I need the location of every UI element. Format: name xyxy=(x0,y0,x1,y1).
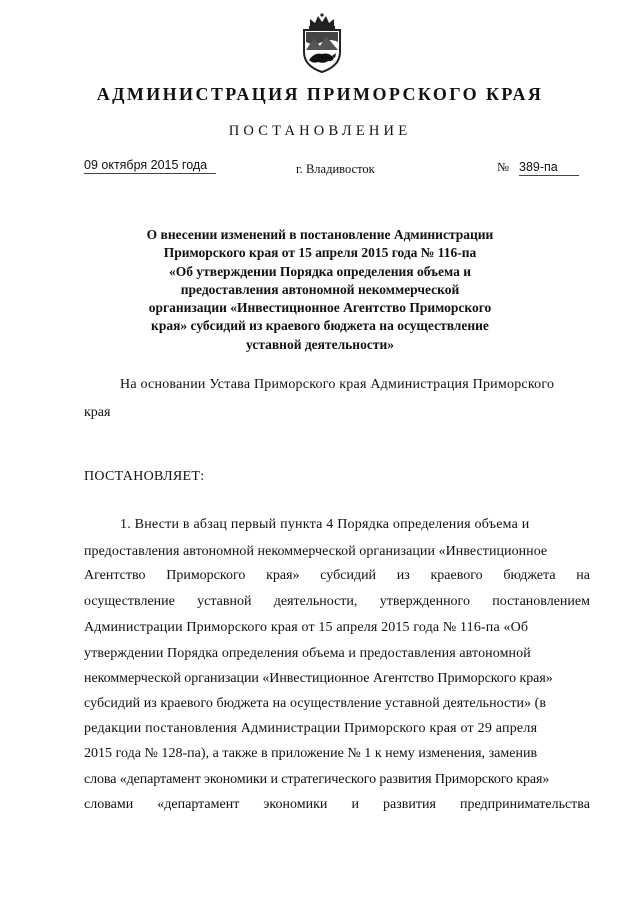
item1-line-11: слова «департамент экономики и стратегического развития Приморского края» xyxy=(84,772,550,787)
document-date: 09 октября 2015 года xyxy=(84,158,216,174)
word: предпринимательства xyxy=(460,797,590,812)
subject-line: Приморского края от 15 апреля 2015 года № 116-па xyxy=(163,245,477,261)
item1-line-9: редакции постановления Администрации Приморского края от 29 апреля xyxy=(84,721,538,736)
word: субсидий xyxy=(320,568,377,583)
word: развития xyxy=(383,797,436,812)
resolves-heading: ПОСТАНОВЛЯЕТ: xyxy=(84,469,205,484)
basis-line-2: края xyxy=(84,405,111,420)
word: края» xyxy=(266,568,300,583)
word: осуществление xyxy=(84,594,175,609)
item1-line-1: 1. Внести в абзац первый пункта 4 Порядка определения объема и xyxy=(120,517,530,532)
basis-text: На основании Устава Приморского края Администрация Приморского xyxy=(120,377,555,392)
document-number-block xyxy=(497,160,583,176)
item1-line-10: 2015 года № 128-па), а также в приложение № 1 к нему изменения, заменив xyxy=(84,746,538,761)
word: постановлением xyxy=(492,594,590,609)
word: Агентство xyxy=(84,568,146,583)
item1-line-8: субсидий из краевого бюджета на осуществление уставной деятельности» (в xyxy=(84,696,547,711)
subject-line: О внесении изменений в постановление Администрации xyxy=(146,227,494,242)
word: словами xyxy=(84,797,134,812)
document-city: г. Владивосток xyxy=(296,162,375,176)
word: деятельности, xyxy=(273,594,358,609)
subject-line: края» субсидий из краевого бюджета на осуществление xyxy=(151,318,489,334)
basis-line-1 xyxy=(120,377,590,393)
organization-title: АДМИНИСТРАЦИЯ ПРИМОРСКОГО КРАЯ xyxy=(96,84,544,104)
document-subject xyxy=(140,226,500,354)
item1-line-12 xyxy=(84,797,590,813)
word: Приморского xyxy=(166,568,246,583)
item1-line-3 xyxy=(84,568,590,584)
document-number: 389-па xyxy=(519,160,579,176)
item1-line-7: некоммерческой организации «Инвестиционное Агентство Приморского края» xyxy=(84,671,553,686)
document-type-heading: ПОСТАНОВЛЕНИЕ xyxy=(228,123,412,139)
word: и xyxy=(351,797,359,812)
word: экономики xyxy=(263,797,328,812)
item1-line-4 xyxy=(84,594,590,610)
word: «департамент xyxy=(157,797,240,812)
subject-line: организации «Инвестиционное Агентство Приморского xyxy=(148,300,492,316)
item1-line-6: утверждении Порядка определения объема и предоставления автономной xyxy=(84,646,531,661)
subject-line: предоставления автономной некоммерческой xyxy=(180,281,460,297)
word: из xyxy=(396,568,410,583)
item1-line-5: Администрации Приморского края от 15 апреля 2015 года № 116-па «Об xyxy=(84,620,529,635)
word: краевого xyxy=(430,568,483,583)
number-sign: № xyxy=(497,160,509,174)
word: утвержденного xyxy=(379,594,470,609)
subject-line: уставной деятельности» xyxy=(246,336,394,352)
word: уставной xyxy=(197,594,252,609)
word: на xyxy=(576,568,590,583)
item1-line-2: предоставления автономной некоммерческой организации «Инвестиционное xyxy=(84,544,548,559)
primorsky-coat-of-arms-icon xyxy=(296,12,348,74)
subject-line: «Об утверждении Порядка определения объема и xyxy=(169,263,471,279)
word: бюджета xyxy=(503,568,556,583)
